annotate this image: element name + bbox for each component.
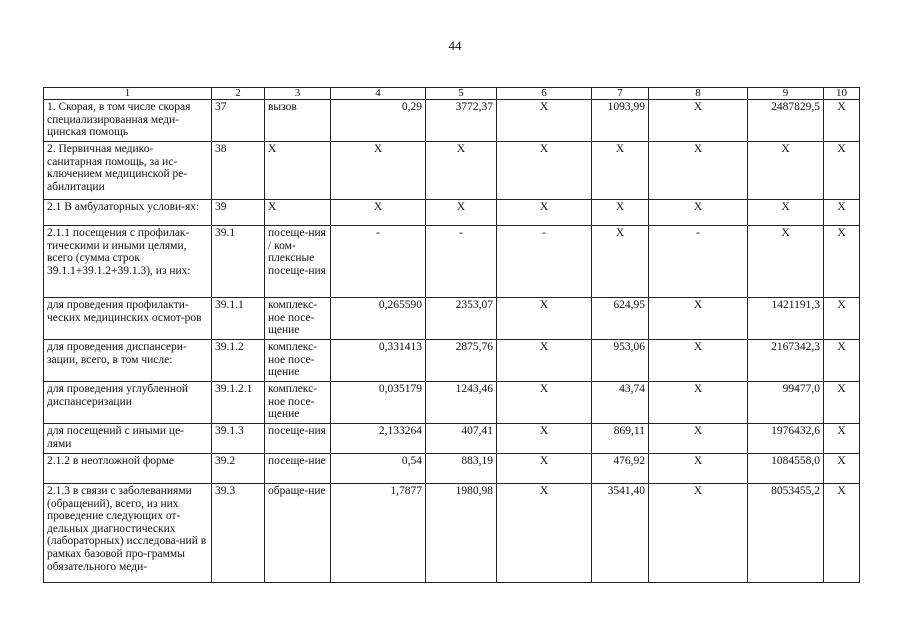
row-col6-cell: X	[497, 200, 592, 226]
row-col5-cell: 407,41	[426, 424, 497, 454]
header-cell: 4	[331, 88, 426, 100]
table-row	[44, 382, 860, 424]
row-unit-cell: вызов	[265, 100, 331, 142]
row-col6-cell: X	[497, 484, 592, 583]
row-col8-cell: X	[649, 340, 748, 382]
row-col5-cell: 2875,76	[426, 340, 497, 382]
row-col8-cell: X	[649, 454, 748, 484]
row-col5-cell: 3772,37	[426, 100, 497, 142]
row-col10-cell: X	[824, 340, 860, 382]
row-name-cell: 2. Первичная медико-санитарная помощь, за ис-ключением медицинской ре-абилитации	[44, 142, 212, 200]
header-cell: 5	[426, 88, 497, 100]
row-col4-cell: 1,7877	[331, 484, 426, 583]
row-col8-cell: -	[649, 226, 748, 298]
page-number: 44	[448, 38, 462, 53]
row-col7-cell: X	[592, 226, 649, 298]
row-col8-cell: X	[649, 200, 748, 226]
row-col4-cell: 0,035179	[331, 382, 426, 424]
row-col9-cell: X	[748, 226, 824, 298]
table-row	[44, 454, 860, 484]
row-col9-cell: 2167342,3	[748, 340, 824, 382]
row-name-cell: 2.1 В амбулаторных услови-ях:	[44, 200, 212, 226]
header-cell: 9	[748, 88, 824, 100]
row-unit-cell: комплекс-ное посе-щение	[265, 340, 331, 382]
row-name-cell: 2.1.3 в связи с заболеваниями (обращений), всего, из них проведение следующих от-дельных диагностических (лабораторных) исследова-ний в рамках базовой про-граммы обязательного меди-	[44, 484, 212, 583]
row-col4-cell: 0,331413	[331, 340, 426, 382]
row-col4-cell: 0,265590	[331, 298, 426, 340]
row-col6-cell: X	[497, 424, 592, 454]
table-row	[44, 484, 860, 583]
row-col9-cell: X	[748, 142, 824, 200]
row-col7-cell: 476,92	[592, 454, 649, 484]
row-unit-cell: комплекс-ное посе-щение	[265, 298, 331, 340]
row-col7-cell: 3541,40	[592, 484, 649, 583]
row-col6-cell: X	[497, 340, 592, 382]
row-col9-cell: 2487829,5	[748, 100, 824, 142]
row-name-cell: 1. Скорая, в том числе скорая специализированная меди-цинская помощь	[44, 100, 212, 142]
row-col9-cell: X	[748, 200, 824, 226]
row-col10-cell: X	[824, 382, 860, 424]
row-col5-cell: 2353,07	[426, 298, 497, 340]
row-col7-cell: X	[592, 142, 649, 200]
row-code-cell: 39.1	[212, 226, 265, 298]
row-col5-cell: 1980,98	[426, 484, 497, 583]
header-cell: 7	[592, 88, 649, 100]
row-col6-cell: X	[497, 454, 592, 484]
header-cell: 8	[649, 88, 748, 100]
row-code-cell: 39.2	[212, 454, 265, 484]
row-name-cell: 2.1.2 в неотложной форме	[44, 454, 212, 484]
row-col10-cell: X	[824, 484, 860, 583]
header-row	[44, 88, 860, 100]
row-col7-cell: X	[592, 200, 649, 226]
row-name-cell: для посещений с иными це-лями	[44, 424, 212, 454]
table-row	[44, 424, 860, 454]
row-col6-cell: X	[497, 298, 592, 340]
row-unit-cell: X	[265, 200, 331, 226]
row-col9-cell: 99477,0	[748, 382, 824, 424]
row-code-cell: 39	[212, 200, 265, 226]
row-col7-cell: 869,11	[592, 424, 649, 454]
row-name-cell: для проведения диспансери-зации, всего, в том числе:	[44, 340, 212, 382]
header-cell: 6	[497, 88, 592, 100]
row-col7-cell: 1093,99	[592, 100, 649, 142]
table-row	[44, 226, 860, 298]
row-col8-cell: X	[649, 142, 748, 200]
row-code-cell: 39.1.1	[212, 298, 265, 340]
table-row	[44, 298, 860, 340]
row-col10-cell: X	[824, 100, 860, 142]
row-unit-cell: посеще-ния / ком-плексные посеще-ния	[265, 226, 331, 298]
row-col8-cell: X	[649, 298, 748, 340]
data-table	[43, 87, 860, 583]
row-col6-cell: X	[497, 142, 592, 200]
row-name-cell: 2.1.1 посещения с профилак-тическими и иными целями, всего (сумма строк 39.1.1+39.1.2+39.1.3), из них:	[44, 226, 212, 298]
row-col7-cell: 953,06	[592, 340, 649, 382]
row-code-cell: 39.1.2	[212, 340, 265, 382]
row-unit-cell: посеще-ния	[265, 424, 331, 454]
header-cell: 3	[265, 88, 331, 100]
row-col4-cell: -	[331, 226, 426, 298]
row-col9-cell: 1976432,6	[748, 424, 824, 454]
row-col5-cell: 883,19	[426, 454, 497, 484]
row-col4-cell: X	[331, 200, 426, 226]
row-col5-cell: X	[426, 200, 497, 226]
row-unit-cell: комплекс-ное посе-щение	[265, 382, 331, 424]
row-col6-cell: X	[497, 382, 592, 424]
row-code-cell: 37	[212, 100, 265, 142]
row-col8-cell: X	[649, 424, 748, 454]
row-col7-cell: 43,74	[592, 382, 649, 424]
row-name-cell: для проведения профилакти-ческих медицинских осмот-ров	[44, 298, 212, 340]
row-code-cell: 39.3	[212, 484, 265, 583]
row-col8-cell: X	[649, 382, 748, 424]
row-col6-cell: X	[497, 100, 592, 142]
row-code-cell: 39.1.2.1	[212, 382, 265, 424]
row-col7-cell: 624,95	[592, 298, 649, 340]
row-col5-cell: 1243,46	[426, 382, 497, 424]
row-col10-cell: X	[824, 454, 860, 484]
row-col10-cell: X	[824, 424, 860, 454]
row-code-cell: 39.1.3	[212, 424, 265, 454]
table-row	[44, 100, 860, 142]
row-col4-cell: 0,29	[331, 100, 426, 142]
row-col10-cell: X	[824, 226, 860, 298]
row-col10-cell: X	[824, 142, 860, 200]
table-row	[44, 200, 860, 226]
table-row	[44, 340, 860, 382]
row-col8-cell: X	[649, 484, 748, 583]
table-row	[44, 142, 860, 200]
row-col4-cell: 0,54	[331, 454, 426, 484]
row-col4-cell: 2,133264	[331, 424, 426, 454]
row-unit-cell: X	[265, 142, 331, 200]
row-code-cell: 38	[212, 142, 265, 200]
row-col6-cell: -	[497, 226, 592, 298]
row-col8-cell: X	[649, 100, 748, 142]
row-col5-cell: X	[426, 142, 497, 200]
header-cell: 1	[44, 88, 212, 100]
header-cell: 10	[824, 88, 860, 100]
row-col5-cell: -	[426, 226, 497, 298]
row-unit-cell: обраще-ние	[265, 484, 331, 583]
row-col4-cell: X	[331, 142, 426, 200]
header-cell: 2	[212, 88, 265, 100]
row-unit-cell: посеще-ние	[265, 454, 331, 484]
row-col9-cell: 1421191,3	[748, 298, 824, 340]
row-col10-cell: X	[824, 298, 860, 340]
row-col9-cell: 8053455,2	[748, 484, 824, 583]
row-col10-cell: X	[824, 200, 860, 226]
row-col9-cell: 1084558,0	[748, 454, 824, 484]
row-name-cell: для проведения углубленной диспансеризации	[44, 382, 212, 424]
